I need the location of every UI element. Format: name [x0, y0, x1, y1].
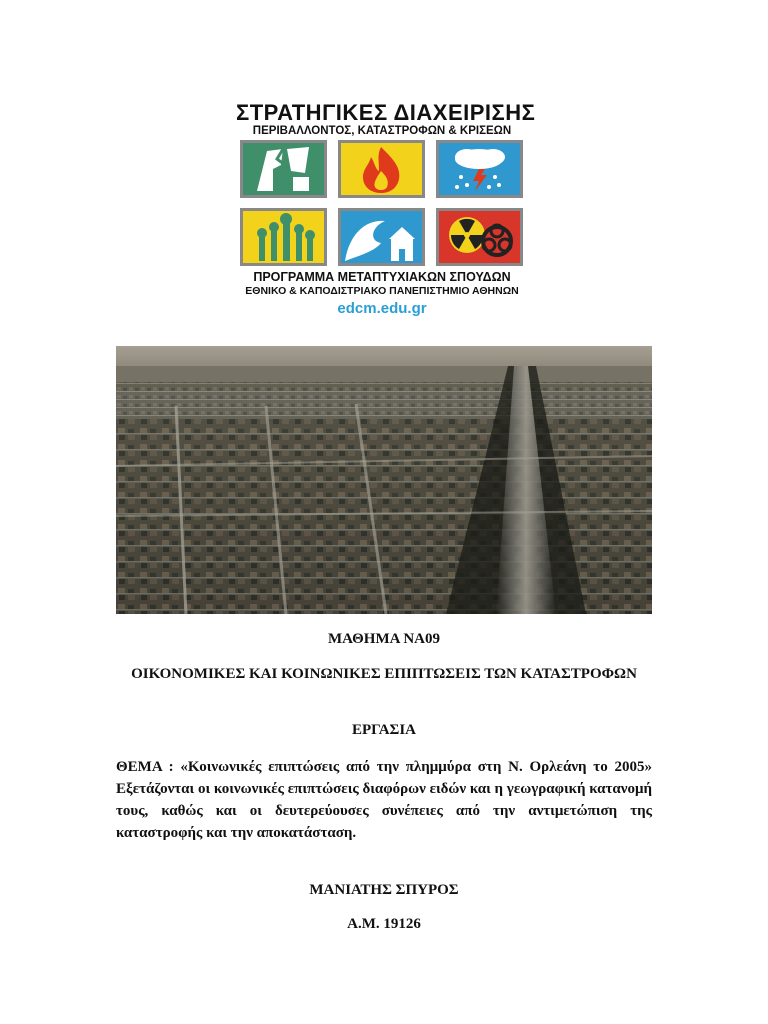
- author-name: ΜΑΝΙΑΤΗΣ ΣΠΥΡΟΣ: [309, 882, 459, 898]
- hands-icon: [240, 208, 327, 266]
- document-type: ΕΡΓΑΣΙΑ: [351, 722, 417, 738]
- logo-subtitle: ΠΕΡΙΒΑΛΛΟΝΤΟΣ, ΚΑΤΑΣΤΡΟΦΩΝ & ΚΡΙΣΕΩΝ: [252, 125, 512, 137]
- logo-tiles: [240, 140, 524, 268]
- fire-icon: [338, 140, 425, 198]
- course-code: ΜΑΘΗΜΑ ΝΑ09: [327, 631, 441, 647]
- flooded-city-photo: [116, 346, 652, 614]
- logo-program-block: [236, 270, 528, 317]
- logo-university: ΕΘΝΙΚΟ & ΚΑΠΟΔΙΣΤΡΙΑΚΟ ΠΑΝΕΠΙΣΤΗΜΙΟ ΑΘΗΝΩΝ: [245, 285, 519, 297]
- student-id: Α.Μ. 19126: [347, 916, 421, 932]
- document-topic: ΘΕΜΑ : «Κοινωνικές επιπτώσεις από την πλημμύρα στη Ν. Ορλεάνη το 2005» Εξετάζονται οι κοινωνικές επιπτώσεις διαφόρων ειδών και η γεωγραφική κατανομή τους, καθώς και οι δευτερεύουσες συνέπειες από την αντιμετώπιση της καταστροφής και την αποκατάσταση.: [116, 759, 652, 841]
- hazard-icon: [436, 208, 523, 266]
- logo-program: ΠΡΟΓΡΑΜΜΑ ΜΕΤΑΠΤΥΧΙΑΚΩΝ ΣΠΟΥΔΩΝ: [253, 270, 511, 284]
- logo-title: ΣΤΡΑΤΗΓΙΚΕΣ ΔΙΑΧΕΙΡΙΣΗΣ: [236, 100, 536, 125]
- earthquake-icon: [240, 140, 327, 198]
- tsunami-icon: [338, 208, 425, 266]
- program-logo: [236, 100, 536, 317]
- document-title: ΟΙΚΟΝΟΜΙΚΕΣ ΚΑΙ ΚΟΙΝΩΝΙΚΕΣ ΕΠΙΠΤΩΣΕΙΣ ΤΩΝ ΚΑΤΑΣΤΡΟΦΩΝ: [131, 666, 637, 682]
- logo-url[interactable]: edcm.edu.gr: [337, 300, 427, 317]
- storm-icon: [436, 140, 523, 198]
